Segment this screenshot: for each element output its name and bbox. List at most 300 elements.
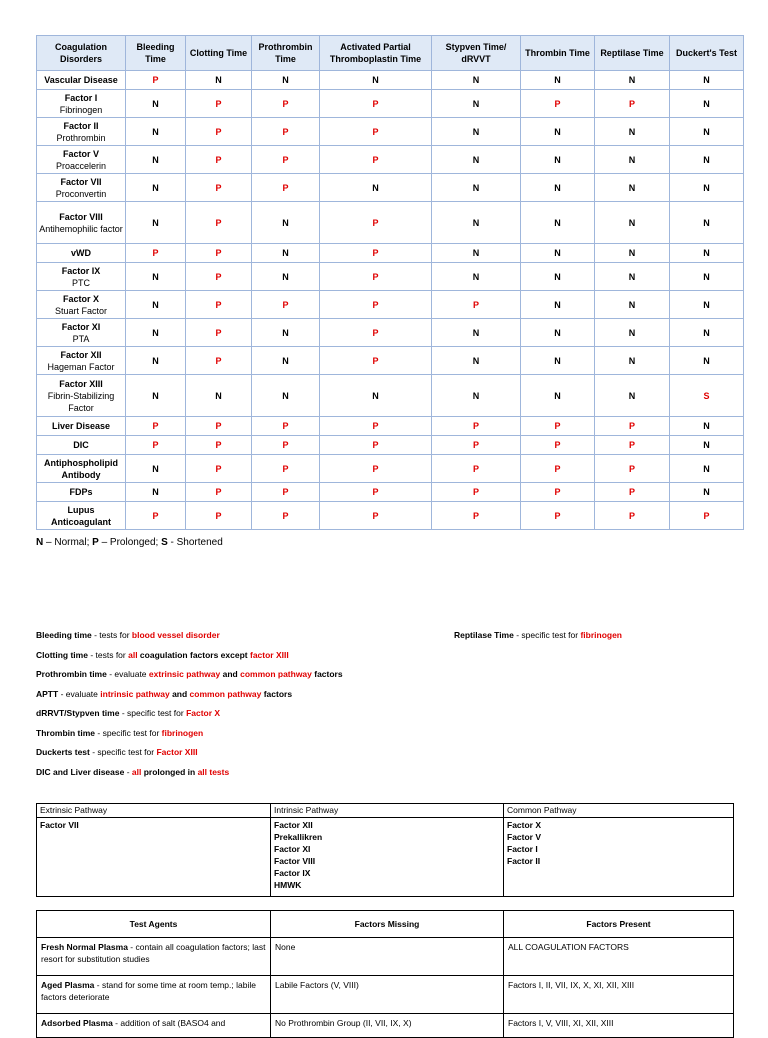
disorder-name: vWD [71, 248, 91, 258]
result-cell: N [670, 347, 744, 375]
note-term: Clotting time [36, 649, 88, 660]
factors-missing-cell: No Prothrombin Group (II, VII, IX, X) [271, 1014, 504, 1038]
result-cell: P [432, 291, 521, 319]
legend-s-key: S [161, 537, 168, 548]
disorder-name: FDPs [69, 487, 93, 497]
disorder-synonym: Proconvertin [55, 188, 107, 199]
coag-row [37, 202, 744, 244]
result-cell: N [521, 375, 595, 417]
result-cell: P [320, 347, 432, 375]
coag-header-cell: Bleeding Time [126, 36, 186, 71]
pathway-factor: Factor XI [274, 844, 311, 854]
note-line [36, 747, 198, 757]
result-cell: S [670, 375, 744, 417]
result-cell: N [670, 202, 744, 244]
disorder-name-cell [37, 483, 126, 502]
note-text: all [131, 766, 142, 777]
disorder-synonym: PTC [72, 277, 90, 288]
result-cell: P [320, 202, 432, 244]
factors-missing-cell: Labile Factors (V, VIII) [271, 976, 504, 1014]
result-cell: P [432, 502, 521, 530]
note-text: fibrinogen [580, 630, 623, 640]
result-cell: N [670, 263, 744, 291]
disorder-name: Factor VIII [59, 211, 103, 222]
note-text: intrinsic pathway [100, 688, 170, 699]
disorder-name: Antiphospholipid Antibody [44, 457, 118, 480]
result-cell: P [595, 90, 670, 118]
note-text: common pathway [189, 688, 262, 699]
coag-header-cell: Activated Partial Thromboplastin Time [320, 36, 432, 71]
legend-n-text: – Normal; [43, 537, 93, 548]
disorder-name: DIC [73, 440, 89, 450]
coag-row [37, 90, 744, 118]
result-cell: N [320, 375, 432, 417]
pathway-factor: Prekallikren [274, 832, 323, 842]
disorder-name-cell [37, 455, 126, 483]
pathway-header-row [37, 804, 734, 818]
coag-row [37, 174, 744, 202]
disorder-name-cell [37, 90, 126, 118]
result-cell: N [670, 417, 744, 436]
result-cell: N [521, 263, 595, 291]
result-cell: P [521, 436, 595, 455]
result-cell: P [521, 90, 595, 118]
note-term: Reptilase Time [454, 630, 514, 640]
result-cell: N [432, 90, 521, 118]
disorder-name: Vascular Disease [44, 75, 118, 85]
result-cell: N [521, 174, 595, 202]
disorder-name: Factor XIII [59, 378, 103, 389]
disorder-name-cell [37, 347, 126, 375]
coag-row [37, 436, 744, 455]
result-cell: N [126, 90, 186, 118]
note-term: dRRVT/Stypven time [36, 708, 120, 718]
note-text: - specific test for [119, 708, 187, 718]
result-cell: P [320, 436, 432, 455]
coag-row [37, 502, 744, 530]
result-cell: N [252, 375, 320, 417]
result-cell: P [595, 483, 670, 502]
factors-present-cell: Factors I, V, VIII, XI, XII, XIII [504, 1014, 734, 1038]
result-cell: N [126, 347, 186, 375]
result-cell: P [126, 71, 186, 90]
result-cell: N [521, 202, 595, 244]
result-cell: N [186, 375, 252, 417]
note-text: fibrinogen [161, 727, 204, 738]
agents-header-row [37, 911, 734, 938]
pathway-table [36, 803, 734, 897]
disorder-name: Factor VII [60, 176, 102, 187]
note-text: - specific test for [89, 747, 157, 757]
disorder-name-cell [37, 263, 126, 291]
result-cell: P [432, 483, 521, 502]
pathway-factor: Factor V [507, 832, 542, 842]
note-text: all [128, 649, 138, 660]
result-cell: N [595, 347, 670, 375]
result-cell: P [186, 202, 252, 244]
result-cell: N [432, 319, 521, 347]
disorder-name-cell [37, 291, 126, 319]
note-text: all tests [197, 766, 230, 777]
agent-name: Adsorbed Plasma [41, 1018, 113, 1028]
note-term: Prothrombin time [36, 669, 107, 679]
result-cell: N [595, 291, 670, 319]
note-text: - tests for [91, 630, 132, 640]
result-cell: N [432, 244, 521, 263]
note-text: coagulation factors except [137, 649, 250, 660]
coag-header-cell: Duckert's Test [670, 36, 744, 71]
result-cell: N [595, 146, 670, 174]
note-line [36, 708, 220, 718]
coag-header-cell: Clotting Time [186, 36, 252, 71]
result-cell: P [186, 502, 252, 530]
coag-header-cell: Coagulation Disorders [37, 36, 126, 71]
disorder-name: Factor I [64, 92, 98, 103]
result-cell: N [252, 71, 320, 90]
result-cell: P [320, 118, 432, 146]
result-cell: P [126, 502, 186, 530]
pathway-header: Extrinsic Pathway [37, 804, 271, 818]
disorder-name: Lupus Anticoagulant [51, 504, 111, 527]
disorder-synonym: Hageman Factor [47, 361, 115, 372]
result-cell: P [320, 263, 432, 291]
result-cell: N [126, 118, 186, 146]
disorder-name: Factor IX [61, 265, 101, 276]
disorder-name: Factor XI [61, 321, 101, 332]
result-cell: N [670, 436, 744, 455]
result-cell: N [432, 202, 521, 244]
pathway-factor: Factor VII [40, 820, 79, 830]
result-cell: P [186, 291, 252, 319]
coag-row [37, 455, 744, 483]
result-cell: P [320, 483, 432, 502]
coag-row [37, 291, 744, 319]
coag-row [37, 375, 744, 417]
disorder-name-cell [37, 71, 126, 90]
disorder-synonym: Proaccelerin [55, 160, 107, 171]
agent-cell [37, 938, 271, 976]
legend-n-key: N [36, 537, 44, 548]
result-cell: N [521, 319, 595, 347]
result-cell: P [186, 174, 252, 202]
result-cell: N [521, 291, 595, 319]
agent-name: Fresh Normal Plasma [41, 942, 128, 952]
result-cell: P [252, 146, 320, 174]
result-cell: N [521, 347, 595, 375]
result-cell: N [670, 71, 744, 90]
result-cell: P [595, 436, 670, 455]
result-cell: N [670, 319, 744, 347]
result-cell: P [186, 118, 252, 146]
result-cell: N [521, 71, 595, 90]
note-line [36, 728, 203, 738]
result-cell: N [126, 291, 186, 319]
agent-description: - stand for some time at room temp.; labile factors deteriorate [41, 980, 256, 1002]
note-text: - evaluate [58, 688, 101, 699]
coag-row [37, 146, 744, 174]
result-cell: P [126, 417, 186, 436]
result-cell: P [432, 417, 521, 436]
legend [36, 537, 223, 548]
note-text: Factor X [186, 708, 221, 718]
factors-present-cell: ALL COAGULATION FACTORS [504, 938, 734, 976]
result-cell: P [320, 90, 432, 118]
result-cell: N [595, 174, 670, 202]
result-cell: N [595, 375, 670, 417]
result-cell: P [320, 291, 432, 319]
result-cell: N [126, 455, 186, 483]
result-cell: P [186, 347, 252, 375]
result-cell: N [670, 483, 744, 502]
result-cell: P [252, 174, 320, 202]
note-text: - specific test for [95, 727, 162, 738]
coag-row [37, 347, 744, 375]
coag-row [37, 244, 744, 263]
result-cell: N [432, 375, 521, 417]
result-cell: N [126, 202, 186, 244]
result-cell: N [521, 118, 595, 146]
result-cell: P [670, 502, 744, 530]
result-cell: N [595, 118, 670, 146]
disorder-name-cell [37, 202, 126, 244]
legend-s-text: - Shortened [167, 537, 223, 548]
agent-row [37, 1014, 734, 1038]
coag-row [37, 118, 744, 146]
result-cell: N [595, 71, 670, 90]
disorder-name: Factor X [62, 293, 99, 304]
result-cell: N [252, 263, 320, 291]
result-cell: P [432, 436, 521, 455]
result-cell: N [670, 118, 744, 146]
note-term: APTT [36, 688, 59, 699]
agent-name: Aged Plasma [41, 980, 95, 990]
result-cell: P [252, 118, 320, 146]
disorder-synonym: Fibrin-Stabilizing Factor [47, 390, 115, 413]
pathway-factors-cell [504, 818, 734, 897]
result-cell: P [252, 483, 320, 502]
result-cell: P [521, 483, 595, 502]
result-cell: N [521, 146, 595, 174]
note-line [36, 650, 289, 660]
coag-row [37, 71, 744, 90]
note-text: - [124, 766, 132, 777]
result-cell: P [595, 417, 670, 436]
coag-row [37, 263, 744, 291]
result-cell: N [670, 291, 744, 319]
disorder-name-cell [37, 417, 126, 436]
agents-header: Test Agents [37, 911, 271, 938]
result-cell: N [670, 244, 744, 263]
result-cell: N [595, 202, 670, 244]
legend-p-text: – Prolonged; [98, 537, 162, 548]
note-term: Bleeding time [36, 630, 92, 640]
disorder-synonym: Fibrinogen [59, 104, 103, 115]
result-cell: N [252, 347, 320, 375]
note-term: Thrombin time [36, 727, 96, 738]
note-text: and [169, 688, 190, 699]
result-cell: P [252, 291, 320, 319]
result-cell: N [670, 146, 744, 174]
pathway-header: Common Pathway [504, 804, 734, 818]
disorder-name-cell [37, 502, 126, 530]
result-cell: N [521, 244, 595, 263]
disorder-name: Factor II [63, 120, 99, 131]
note-text: Factor XIII [156, 747, 198, 757]
result-cell: P [186, 244, 252, 263]
result-cell: N [126, 263, 186, 291]
disorder-synonym: Stuart Factor [54, 305, 108, 316]
result-cell: P [521, 455, 595, 483]
disorder-name-cell [37, 118, 126, 146]
result-cell: N [432, 263, 521, 291]
coag-row [37, 319, 744, 347]
result-cell: P [186, 455, 252, 483]
result-cell: P [186, 319, 252, 347]
note-text: prolonged in [141, 766, 198, 777]
note-text: - tests for [87, 649, 129, 660]
result-cell: N [252, 202, 320, 244]
result-cell: N [126, 319, 186, 347]
agent-row [37, 938, 734, 976]
result-cell: P [186, 146, 252, 174]
result-cell: N [320, 174, 432, 202]
result-cell: N [432, 347, 521, 375]
result-cell: N [670, 174, 744, 202]
note-text: extrinsic pathway [148, 669, 221, 679]
result-cell: P [186, 483, 252, 502]
result-cell: N [126, 146, 186, 174]
coagulation-table [36, 35, 744, 530]
result-cell: N [432, 118, 521, 146]
result-cell: P [320, 455, 432, 483]
result-cell: P [320, 244, 432, 263]
legend-p-key: P [92, 537, 99, 548]
note-text: - specific test for [513, 630, 581, 640]
pathway-factor: HMWK [274, 880, 302, 890]
pathway-factor: Factor XII [274, 820, 313, 830]
result-cell: N [670, 455, 744, 483]
agent-description: - contain all coagulation factors; last resort for substitution studies [41, 942, 266, 964]
result-cell: N [595, 319, 670, 347]
coag-header-row [37, 36, 744, 71]
result-cell: N [595, 263, 670, 291]
result-cell: N [432, 174, 521, 202]
agent-cell [37, 1014, 271, 1038]
note-line [36, 767, 229, 777]
result-cell: N [432, 71, 521, 90]
disorder-name: Liver Disease [51, 421, 111, 431]
result-cell: N [320, 71, 432, 90]
agent-description: - addition of salt (BASO4 and [112, 1018, 226, 1028]
result-cell: P [186, 417, 252, 436]
coag-row [37, 483, 744, 502]
result-cell: P [252, 90, 320, 118]
disorder-name: Factor XII [60, 349, 102, 360]
pathway-factor: Factor II [507, 856, 541, 866]
pathway-factors-cell [271, 818, 504, 897]
disorder-name-cell [37, 319, 126, 347]
note-term: DIC and Liver disease [36, 766, 125, 777]
pathway-factor: Factor I [507, 844, 538, 854]
result-cell: N [126, 483, 186, 502]
factors-missing-cell: None [271, 938, 504, 976]
pathway-factor: Factor VIII [274, 856, 316, 866]
result-cell: P [252, 502, 320, 530]
pathway-factors-cell [37, 818, 271, 897]
note-text: factors [311, 669, 343, 679]
note-line [36, 669, 343, 679]
disorder-name-cell [37, 146, 126, 174]
result-cell: N [595, 244, 670, 263]
result-cell: N [126, 375, 186, 417]
note-text: and [220, 669, 241, 679]
result-cell: N [670, 90, 744, 118]
result-cell: P [186, 436, 252, 455]
result-cell: P [252, 417, 320, 436]
disorder-name-cell [37, 244, 126, 263]
coag-row [37, 417, 744, 436]
result-cell: N [252, 319, 320, 347]
disorder-name-cell [37, 174, 126, 202]
disorder-synonym: PTA [72, 333, 90, 344]
pathway-factor: Factor IX [274, 868, 311, 878]
agent-cell [37, 976, 271, 1014]
disorder-name-cell [37, 375, 126, 417]
disorder-synonym: Antihemophilic factor [39, 223, 123, 234]
result-cell: P [320, 146, 432, 174]
result-cell: P [126, 244, 186, 263]
coag-header-cell: Stypven Time/ dRVVT [432, 36, 521, 71]
result-cell: P [521, 502, 595, 530]
coag-header-cell: Reptilase Time [595, 36, 670, 71]
coag-header-cell: Thrombin Time [521, 36, 595, 71]
disorder-name-cell [37, 436, 126, 455]
agents-header: Factors Missing [271, 911, 504, 938]
note-text: blood vessel disorder [131, 630, 220, 640]
note-line [36, 689, 292, 699]
note-text: - evaluate [106, 669, 149, 679]
result-cell: P [320, 319, 432, 347]
result-cell: N [252, 244, 320, 263]
coag-header-cell: Prothrombin Time [252, 36, 320, 71]
agents-header: Factors Present [504, 911, 734, 938]
disorder-name: Factor V [62, 148, 99, 159]
test-agents-table [36, 910, 734, 1038]
note-text: common pathway [240, 669, 312, 679]
note-text: factors [261, 688, 293, 699]
result-cell: N [432, 146, 521, 174]
result-cell: P [186, 263, 252, 291]
pathway-body-row [37, 818, 734, 897]
result-cell: P [595, 455, 670, 483]
note-term: Duckerts test [36, 747, 90, 757]
factors-present-cell: Factors I, II, VII, IX, X, XI, XII, XIII [504, 976, 734, 1014]
result-cell: P [320, 417, 432, 436]
result-cell: P [595, 502, 670, 530]
result-cell: P [252, 455, 320, 483]
result-cell: P [186, 90, 252, 118]
result-cell: N [186, 71, 252, 90]
result-cell: N [126, 174, 186, 202]
note-text: factor XIII [249, 649, 289, 660]
agent-row [37, 976, 734, 1014]
note-line [36, 630, 220, 640]
result-cell: P [432, 455, 521, 483]
result-cell: P [252, 436, 320, 455]
pathway-header: Intrinsic Pathway [271, 804, 504, 818]
disorder-synonym: Prothrombin [56, 132, 106, 143]
note-line [454, 630, 622, 640]
